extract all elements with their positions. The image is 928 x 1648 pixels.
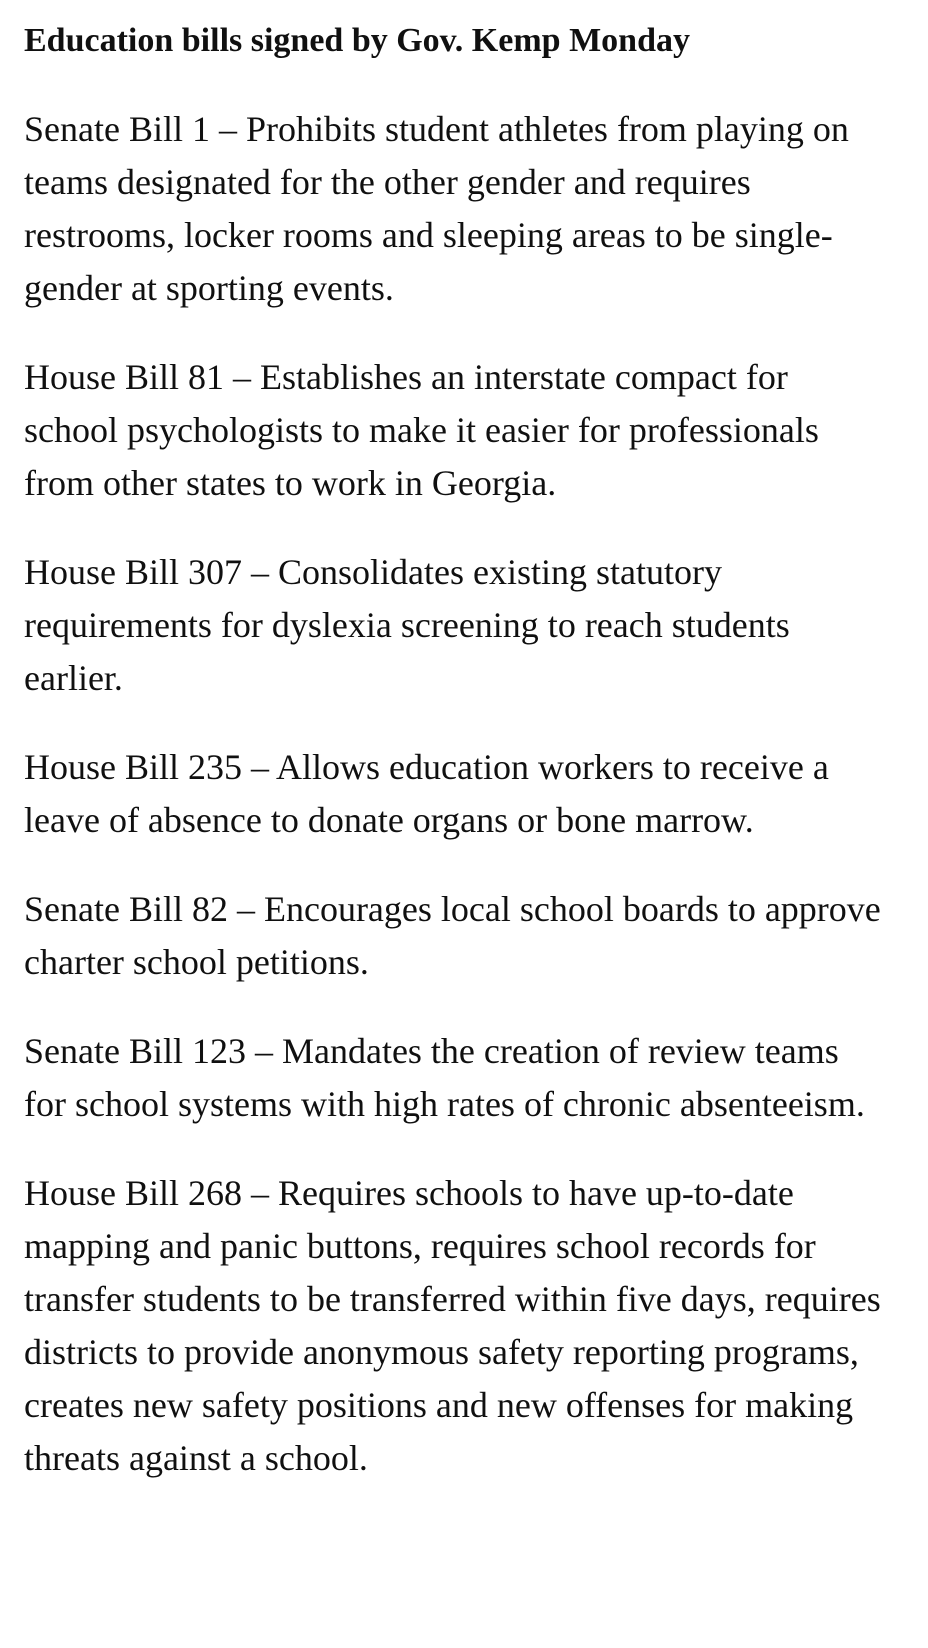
article-heading: Education bills signed by Gov. Kemp Monday (24, 22, 690, 59)
bill-paragraph-senate-bill-1: Senate Bill 1 – Prohibits student athletes from playing on teams designated for the other gender and requires restrooms, locker rooms and sleeping areas to be single-gender at sporting events. (24, 109, 849, 308)
bill-paragraph-senate-bill-123: Senate Bill 123 – Mandates the creation of review teams for school systems with high rates of chronic absenteeism. (24, 1031, 865, 1124)
bill-paragraph-house-bill-268: House Bill 268 – Requires schools to have up-to-date mapping and panic buttons, requires school records for transfer students to be transferred within five days, requires districts to provide anonymous safety reporting programs, creates new safety positions and new offenses for making threats against a school. (24, 1173, 881, 1478)
bill-paragraph-house-bill-307: House Bill 307 – Consolidates existing statutory requirements for dyslexia screening to reach students earlier. (24, 552, 790, 698)
bill-paragraph-house-bill-81: House Bill 81 – Establishes an interstate compact for school psychologists to make it easier for professionals from other states to work in Georgia. (24, 357, 819, 503)
bill-paragraph-senate-bill-82: Senate Bill 82 – Encourages local school boards to approve charter school petitions. (24, 889, 881, 982)
bill-paragraph-house-bill-235: House Bill 235 – Allows education workers to receive a leave of absence to donate organs or bone marrow. (24, 747, 829, 840)
